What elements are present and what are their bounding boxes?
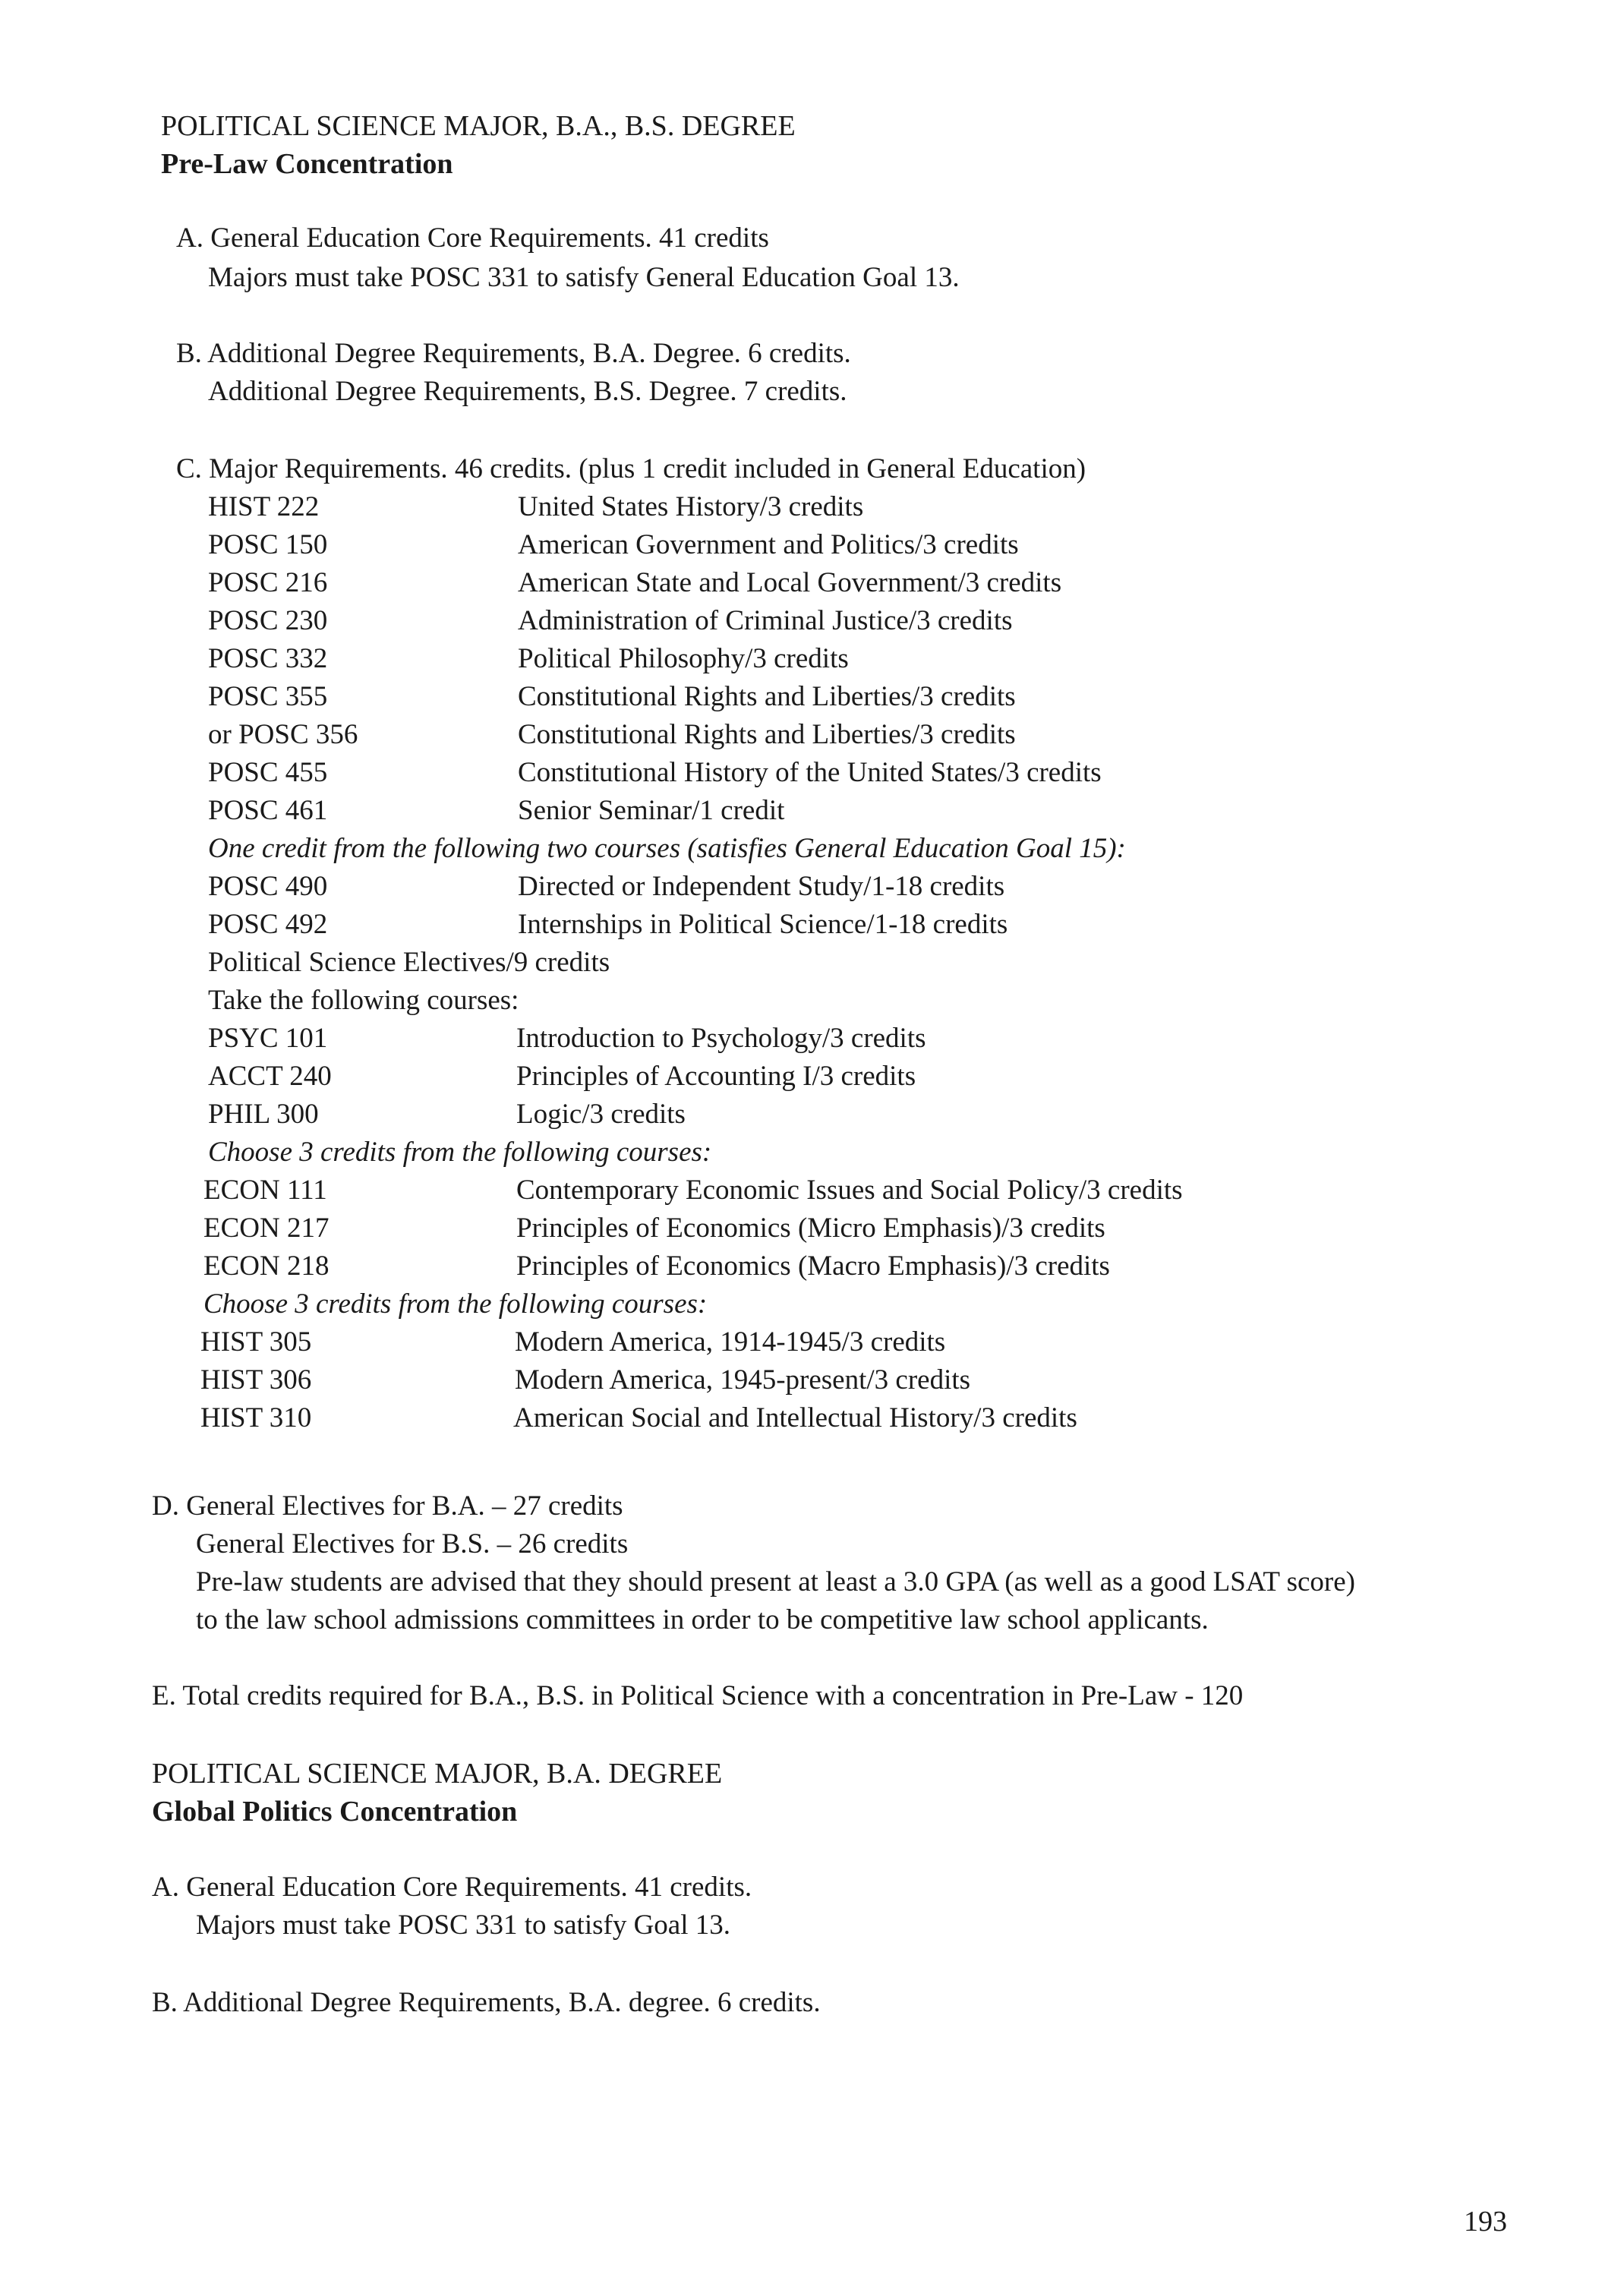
course-code: ECON 218 [203,1250,330,1282]
course-title: American Social and Intellectual History/3 credits [513,1402,1077,1433]
section1-b-line1: B. Additional Degree Requirements, B.A. Degree. 6 credits. [176,338,851,369]
page-number: 193 [1464,2206,1507,2238]
section1-heading: POLITICAL SCIENCE MAJOR, B.A., B.S. DEGREE [161,110,796,142]
course-title: Contemporary Economic Issues and Social Policy/3 credits [516,1175,1183,1206]
course-code: POSC 216 [208,567,328,598]
course-code: POSC 355 [208,681,328,712]
course-code: ACCT 240 [208,1061,332,1092]
course-code: POSC 461 [208,795,328,826]
course-code: HIST 305 [200,1326,312,1358]
course-code: HIST 310 [200,1402,312,1433]
course-title: Modern America, 1914-1945/3 credits [515,1326,946,1358]
take-following-line: Take the following courses: [208,985,519,1016]
course-code: PHIL 300 [208,1099,319,1130]
course-title: United States History/3 credits [518,491,864,522]
course-title: Principles of Economics (Macro Emphasis)/3 credits [516,1250,1110,1282]
course-code: POSC 455 [208,757,328,788]
course-title: Constitutional Rights and Liberties/3 credits [518,719,1016,750]
course-title: Directed or Independent Study/1-18 credits [518,871,1005,902]
section1-c-line1: C. Major Requirements. 46 credits. (plus 1 credit included in General Education) [176,453,1086,484]
choose-note-2: Choose 3 credits from the following courses: [203,1288,708,1320]
section2-b-line1: B. Additional Degree Requirements, B.A. degree. 6 credits. [152,1987,821,2018]
section1-d-line2: General Electives for B.S. – 26 credits [196,1528,629,1560]
course-code: POSC 230 [208,605,328,636]
course-code: or POSC 356 [208,719,358,750]
section2-a-line1: A. General Education Core Requirements. 41 credits. [152,1872,752,1903]
course-code: PSYC 101 [208,1023,328,1054]
course-title: Internships in Political Science/1-18 credits [518,909,1008,940]
course-code: POSC 332 [208,643,328,674]
course-code: POSC 150 [208,529,328,560]
note-one-credit: One credit from the following two courses (satisfies General Education Goal 15): [208,833,1126,864]
course-title: Senior Seminar/1 credit [518,795,785,826]
course-title: American Government and Politics/3 credits [518,529,1019,560]
course-title: Administration of Criminal Justice/3 credits [518,605,1013,636]
section1-a-line2: Majors must take POSC 331 to satisfy General Education Goal 13. [208,262,960,293]
section1-d-line3: Pre-law students are advised that they should present at least a 3.0 GPA (as well as a good LSAT score) [196,1566,1355,1597]
course-code: HIST 306 [200,1364,312,1396]
course-code: POSC 490 [208,871,328,902]
course-title: Constitutional Rights and Liberties/3 credits [518,681,1016,712]
choose-note-1: Choose 3 credits from the following courses: [208,1137,712,1168]
section2-a-line2: Majors must take POSC 331 to satisfy Goal 13. [196,1910,731,1941]
course-code: ECON 217 [203,1213,330,1244]
section1-d-line4: to the law school admissions committees in order to be competitive law school applicants. [196,1604,1209,1635]
course-code: HIST 222 [208,491,320,522]
course-title: Modern America, 1945-present/3 credits [515,1364,971,1396]
course-title: Logic/3 credits [516,1099,686,1130]
course-title: American State and Local Government/3 credits [518,567,1062,598]
section2-subheading: Global Politics Concentration [152,1796,518,1828]
section1-e-line: E. Total credits required for B.A., B.S. in Political Science with a concentration in Pre-Law - 120 [152,1680,1244,1711]
section2-heading: POLITICAL SCIENCE MAJOR, B.A. DEGREE [152,1758,723,1790]
course-code: ECON 111 [203,1175,327,1206]
course-code: POSC 492 [208,909,328,940]
course-title: Political Philosophy/3 credits [518,643,849,674]
section1-subheading: Pre-Law Concentration [161,148,453,180]
section1-d-line1: D. General Electives for B.A. – 27 credits [152,1490,623,1522]
course-title: Constitutional History of the United States/3 credits [518,757,1102,788]
course-title: Principles of Accounting I/3 credits [516,1061,916,1092]
section1-b-line2: Additional Degree Requirements, B.S. Degree. 7 credits. [208,376,847,407]
electives-line: Political Science Electives/9 credits [208,947,610,978]
course-title: Principles of Economics (Micro Emphasis)/3 credits [516,1213,1105,1244]
section1-a-line1: A. General Education Core Requirements. 41 credits [176,222,769,254]
course-title: Introduction to Psychology/3 credits [516,1023,926,1054]
